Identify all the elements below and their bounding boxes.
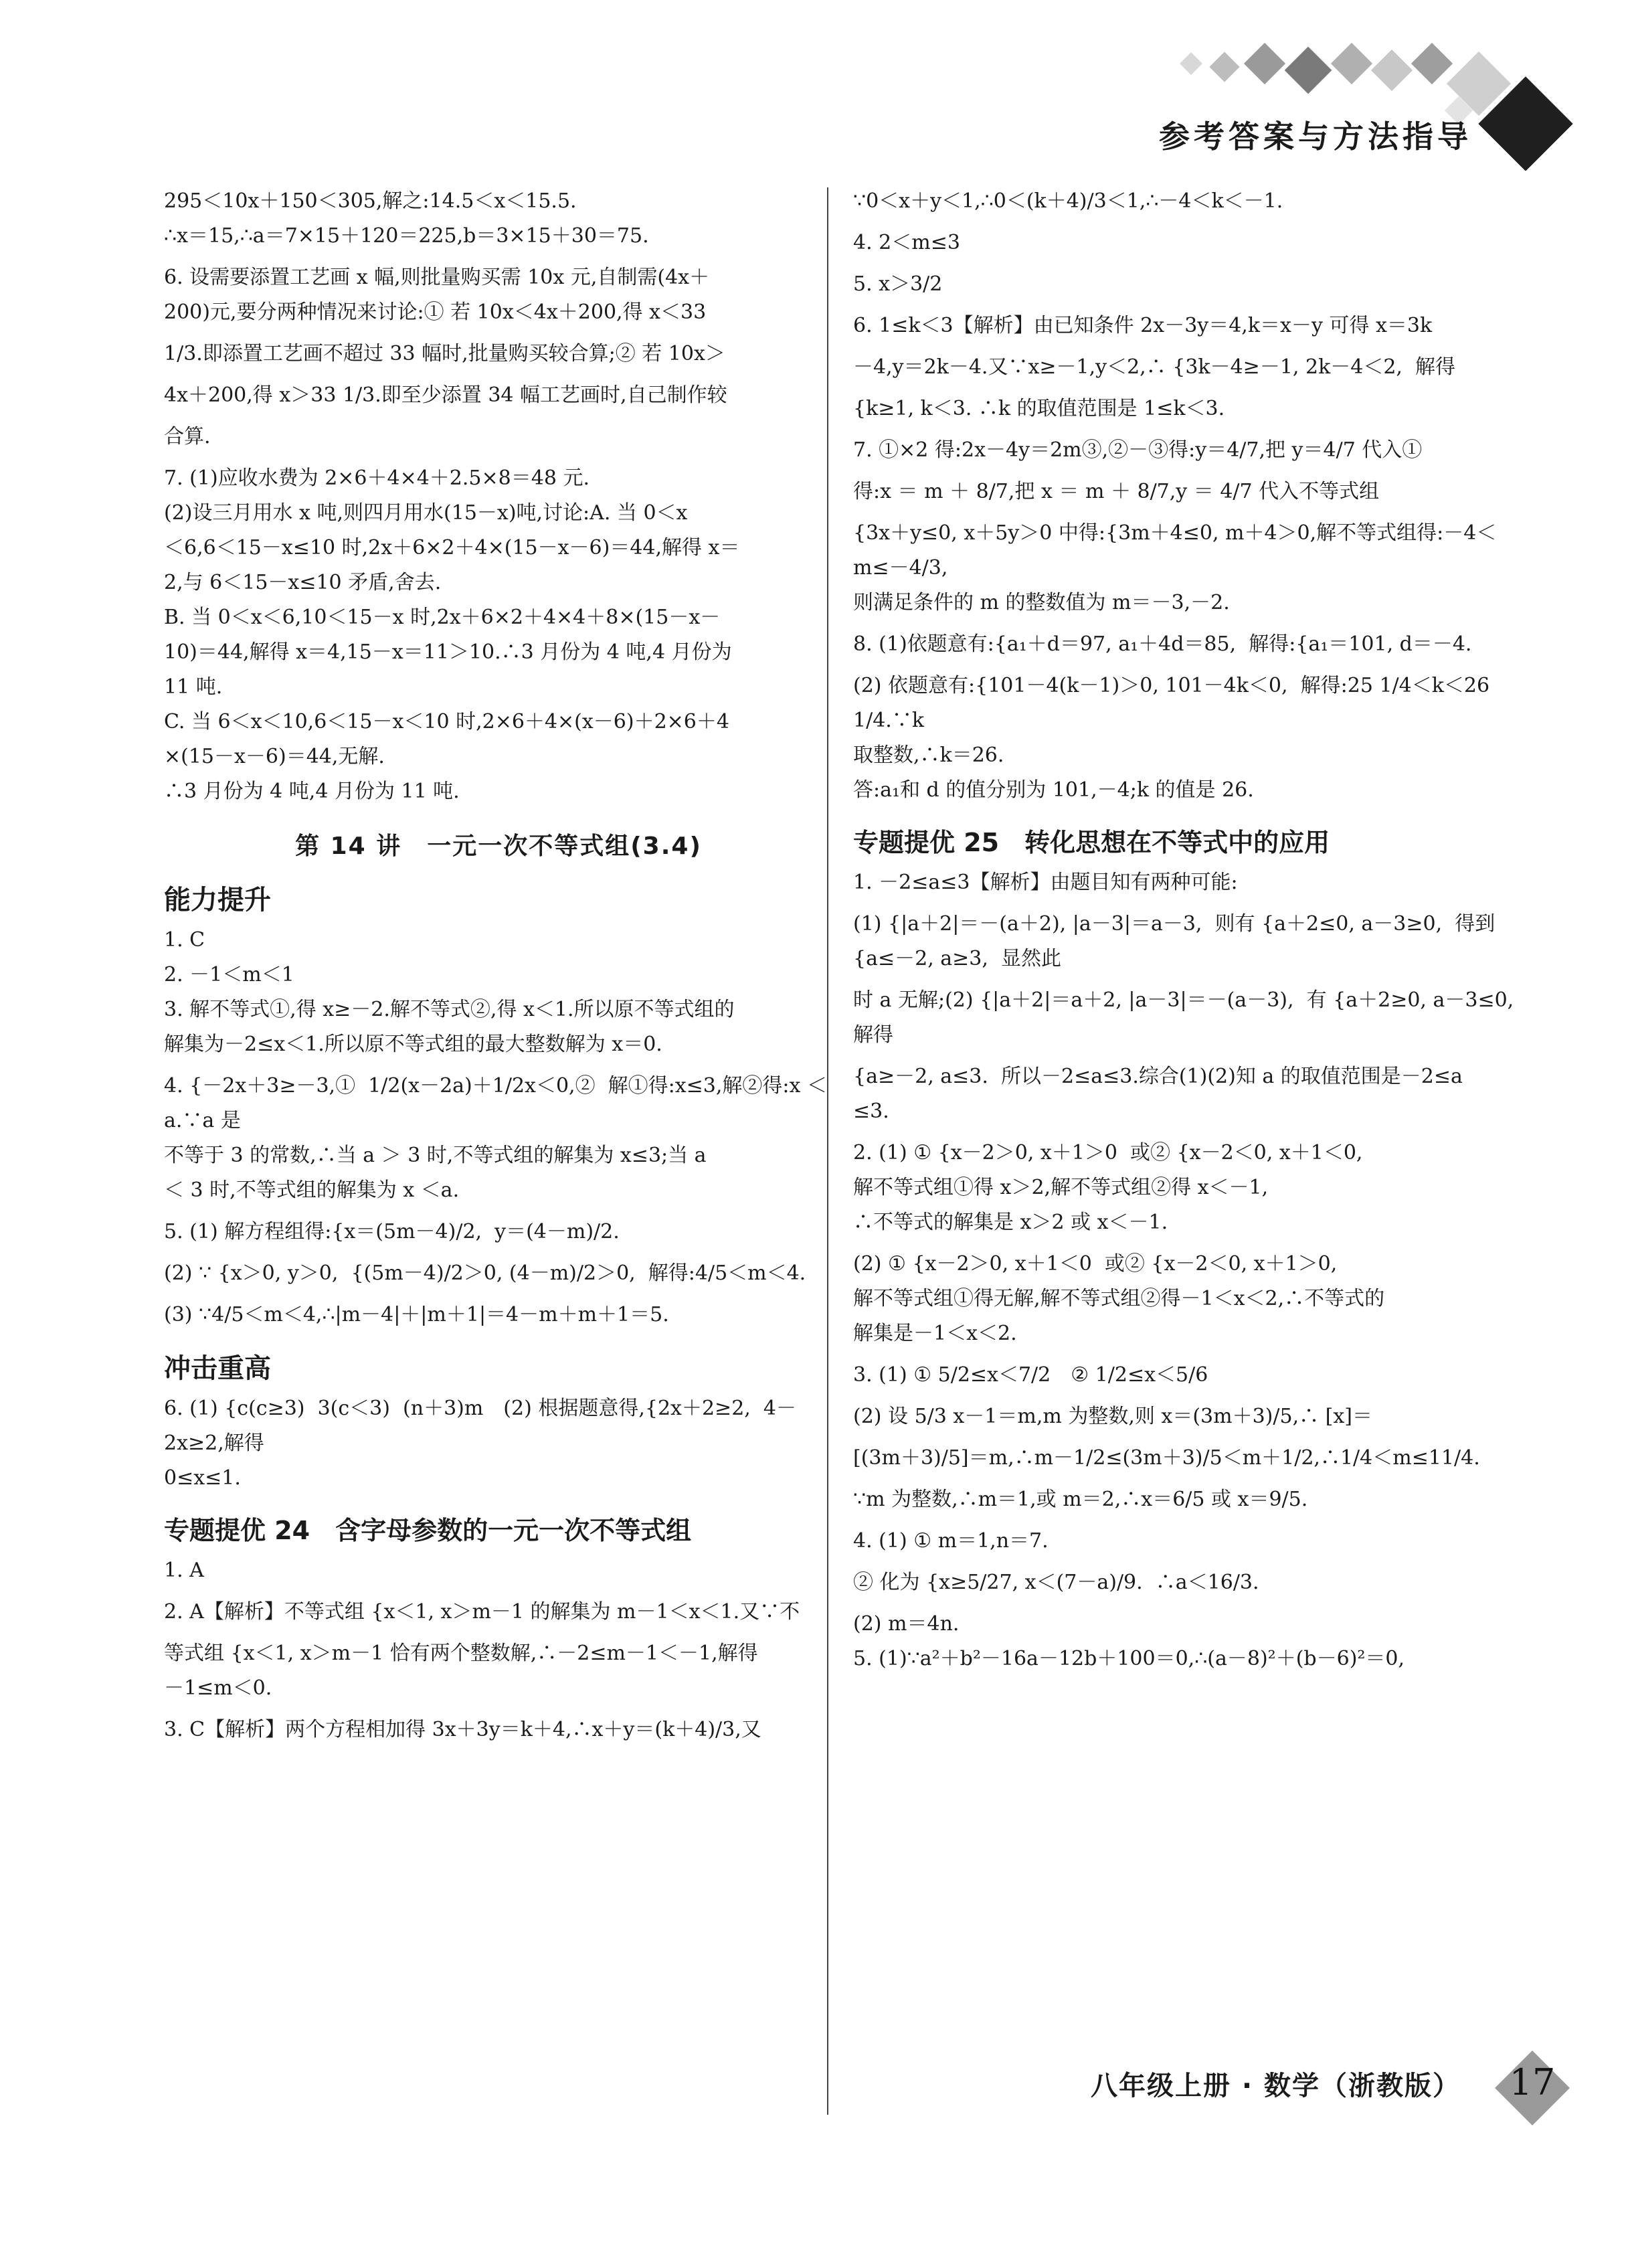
answer-line: 等式组 {x＜1, x＞m－1 恰有两个整数解,∴－2≤m－1＜－1,解得 xyxy=(164,1642,758,1665)
lecture-title: 第 14 讲 一元一次不等式组(3.4) xyxy=(295,833,702,860)
answer-line: 295＜10x＋150＜305,解之:14.5＜x＜15.5. xyxy=(164,189,577,213)
answer-line: 0≤x≤1. xyxy=(164,1466,241,1490)
answer-line: 11 吨. xyxy=(164,675,223,699)
answer-line: 答:a₁和 d 的值分别为 101,－4;k 的值是 26. xyxy=(853,778,1254,802)
answer-line: 解集是－1＜x＜2. xyxy=(853,1322,1017,1345)
answer-line: 取整数,∴k＝26. xyxy=(853,744,1004,767)
answer-line: 2. A【解析】不等式组 {x＜1, x＞m－1 的解集为 m－1＜x＜1.又∵不 xyxy=(164,1600,800,1624)
answer-line: 6. (1) {c(c≥3) 3(c＜3) (n＋3)m (2) 根据题意得,{2x＋2≥2, 4－2x≥2,解得 xyxy=(164,1397,796,1455)
answer-line: ② 化为 {x≥5/27, x＜(7－a)/9. ∴a＜16/3. xyxy=(853,1571,1259,1594)
answer-line: 得:x ＝ m ＋ 8/7,把 x ＝ m ＋ 8/7,y ＝ 4/7 代入不等式组 xyxy=(853,480,1380,503)
right-column xyxy=(853,184,1527,1676)
answer-line: 不等于 3 的常数,∴当 a ＞ 3 时,不等式组的解集为 x≤3;当 a xyxy=(164,1144,707,1167)
answer-line: 1/3.即添置工艺画不超过 33 幅时,批量购买较合算;② 若 10x＞ xyxy=(164,342,725,365)
footer-book-title: 八年级上册 · 数学（浙教版） xyxy=(1091,2071,1461,2101)
answer-line: －4,y＝2k－4.又∵x≥－1,y＜2,∴ {3k－4≥－1, 2k－4＜2, 解得 xyxy=(853,355,1456,379)
answer-line: (3) ∵4/5＜m＜4,∴|m－4|＋|m＋1|＝4－m＋m＋1＝5. xyxy=(164,1303,669,1326)
answer-line: ×(15－x－6)＝44,无解. xyxy=(164,745,385,768)
topic-heading: 专题提优 25 转化思想在不等式中的应用 xyxy=(853,828,1330,857)
answer-line: (2) 设 5/3 x－1＝m,m 为整数,则 x＝(3m＋3)/5,∴ [x]＝ xyxy=(853,1405,1372,1428)
answer-line: C. 当 6＜x＜10,6＜15－x＜10 时,2×6＋4×(x－6)＋2×6＋4 xyxy=(164,710,729,733)
answer-line: {a≥－2, a≤3. 所以－2≤a≤3.综合(1)(2)知 a 的取值范围是－2≤a xyxy=(853,1065,1463,1088)
answer-line: 解集为－2≤x＜1.所以原不等式组的最大整数解为 x＝0. xyxy=(164,1033,662,1056)
answer-line: (1) {|a＋2|＝－(a＋2), |a－3|＝a－3, 则有 {a＋2≤0, a－3≥0, 得到 {a≤－2, a≥3, 显然此 xyxy=(853,912,1502,970)
answer-line: 2. (1) ① {x－2＞0, x＋1＞0 或② {x－2＜0, x＋1＜0, xyxy=(853,1141,1363,1164)
answer-line: 1. －2≤a≤3【解析】由题目知有两种可能: xyxy=(853,871,1238,894)
answer-line: 3. (1) ① 5/2≤x＜7/2 ② 1/2≤x＜5/6 xyxy=(853,1363,1208,1387)
answer-line: 4. (1) ① m＝1,n＝7. xyxy=(853,1529,1049,1553)
answer-line: 则满足条件的 m 的整数值为 m＝－3,－2. xyxy=(853,591,1230,614)
answer-line: 合算. xyxy=(164,425,211,448)
answer-line: －1≤m＜0. xyxy=(164,1676,272,1700)
answer-line: ＜ 3 时,不等式组的解集为 x ＜a. xyxy=(164,1179,460,1202)
answer-line: 10)＝44,解得 x＝4,15－x＝11＞10.∴3 月份为 4 吨,4 月份为 xyxy=(164,640,732,664)
answer-line: (2) ∵ {x＞0, y＞0, {(5m－4)/2＞0, (4－m)/2＞0, 解得:4/5＜m＜4. xyxy=(164,1261,806,1285)
answer-line: 6. 1≤k＜3【解析】由已知条件 2x－3y＝4,k＝x－y 可得 x＝3k xyxy=(853,314,1433,337)
answer-line: 4. {－2x＋3≥－3,① 1/2(x－2a)＋1/2x＜0,② 解①得:x≤3,解②得:x ＜ a.∵a 是 xyxy=(164,1074,834,1132)
answer-line: {3x＋y≤0, x＋5y＞0 中得:{3m＋4≤0, m＋4＞0,解不等式组得:－4＜m≤－4/3, xyxy=(853,521,1497,580)
answer-line: 2. －1＜m＜1 xyxy=(164,963,294,986)
answer-line: B. 当 0＜x＜6,10＜15－x 时,2x＋6×2＋4×4＋8×(15－x－ xyxy=(164,606,721,629)
answer-line: 3. 解不等式①,得 x≥－2.解不等式②,得 x＜1.所以原不等式组的 xyxy=(164,998,735,1021)
answer-line: ∴x＝15,∴a＝7×15＋120＝225,b＝3×15＋30＝75. xyxy=(164,224,649,248)
answer-line: 5. x＞3/2 xyxy=(853,272,943,296)
answer-line: 8. (1)依题意有:{a₁＋d＝97, a₁＋4d＝85, 解得:{a₁＝101, d＝－4. xyxy=(853,632,1472,656)
section-heading: 冲击重高 xyxy=(164,1353,271,1384)
answer-line: ∵0＜x＋y＜1,∴0＜(k＋4)/3＜1,∴－4＜k＜－1. xyxy=(853,189,1283,213)
answer-line: ∴3 月份为 4 吨,4 月份为 11 吨. xyxy=(164,780,460,803)
answer-line: 7. (1)应收水费为 2×6＋4×4＋2.5×8＝48 元. xyxy=(164,466,590,490)
page-number: 17 xyxy=(1509,2061,1556,2103)
answer-line: 解不等式组①得 x＞2,解不等式组②得 x＜－1, xyxy=(853,1176,1269,1199)
left-column xyxy=(164,184,833,1747)
answer-line: [(3m＋3)/5]＝m,∴m－1/2≤(3m＋3)/5＜m＋1/2,∴1/4＜m≤11/4. xyxy=(853,1446,1480,1470)
answer-line: 解不等式组①得无解,解不等式组②得－1＜x＜2,∴不等式的 xyxy=(853,1287,1385,1310)
answer-line: (2) m＝4n. xyxy=(853,1612,960,1636)
answer-line: 5. (1)∵a²＋b²－16a－12b＋100＝0,∴(a－8)²＋(b－6)²＝0, xyxy=(853,1647,1405,1670)
answer-line: 1. A xyxy=(164,1559,204,1582)
answer-line: 4. 2＜m≤3 xyxy=(853,231,960,254)
answer-line: ∴不等式的解集是 x＞2 或 x＜－1. xyxy=(853,1211,1168,1234)
answer-line: {k≥1, k＜3. ∴k 的取值范围是 1≤k＜3. xyxy=(853,397,1225,420)
answer-line: 5. (1) 解方程组得:{x＝(5m－4)/2, y＝(4－m)/2. xyxy=(164,1220,620,1243)
answer-line: 3. C【解析】两个方程相加得 3x＋3y＝k＋4,∴x＋y＝(k＋4)/3,又 xyxy=(164,1718,761,1741)
answer-line: 1. C xyxy=(164,928,205,952)
page-header-title: 参考答案与方法指导 xyxy=(1159,118,1472,155)
answer-line: ∵m 为整数,∴m＝1,或 m＝2,∴x＝6/5 或 x＝9/5. xyxy=(853,1488,1308,1511)
answer-line: 200)元,要分两种情况来讨论:① 若 10x＜4x＋200,得 x＜33 xyxy=(164,300,707,324)
section-heading: 能力提升 xyxy=(164,885,271,915)
answer-line: (2) ① {x－2＞0, x＋1＜0 或② {x－2＜0, x＋1＞0, xyxy=(853,1252,1338,1276)
answer-line: 4x＋200,得 x＞33 1/3.即至少添置 34 幅工艺画时,自己制作较 xyxy=(164,383,727,407)
topic-heading: 专题提优 24 含字母参数的一元一次不等式组 xyxy=(164,1516,692,1545)
answer-line: (2) 依题意有:{101－4(k－1)＞0, 101－4k＜0, 解得:25 1/4＜k＜26 1/4.∵k xyxy=(853,674,1496,732)
answer-line: 7. ①×2 得:2x－4y＝2m③,②－③得:y＝4/7,把 y＝4/7 代入① xyxy=(853,438,1423,462)
answer-line: ＜6,6＜15－x≤10 时,2x＋6×2＋4×(15－x－6)＝44,解得 x＝ xyxy=(164,536,740,559)
answer-line: 时 a 无解;(2) {|a＋2|＝a＋2, |a－3|＝－(a－3), 有 {a＋2≥0, a－3≤0, 解得 xyxy=(853,988,1527,1047)
answer-line: ≤3. xyxy=(853,1100,889,1123)
answer-line: (2)设三月用水 x 吨,则四月用水(15－x)吨,讨论:A. 当 0＜x xyxy=(164,501,688,525)
answer-line: 6. 设需要添置工艺画 x 幅,则批量购买需 10x 元,自制需(4x＋ xyxy=(164,266,710,289)
answer-line: 2,与 6＜15－x≤10 矛盾,舍去. xyxy=(164,571,442,594)
